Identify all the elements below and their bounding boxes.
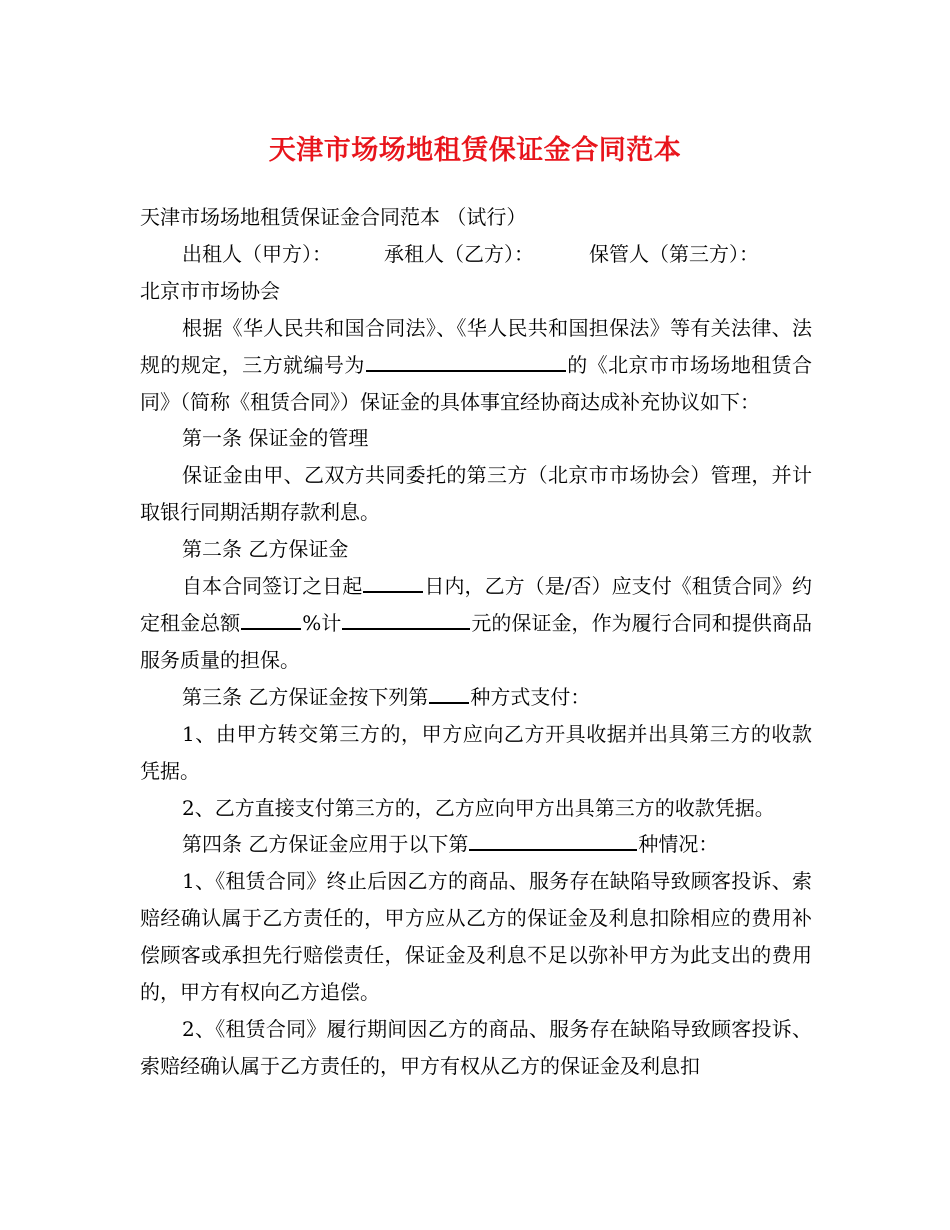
intro-text-1: 根据《华人民共和国合同法》、《华人民共和国担保法》等有关法律、法规的规定，三方就编号为 xyxy=(140,315,812,377)
lessor-label: 出租人（甲方）： xyxy=(182,241,332,266)
article3-item2: 2、乙方直接支付第三方的，乙方应向甲方出具第三方的收款凭据。 xyxy=(182,795,775,820)
article4-heading-2: 种情况： xyxy=(638,832,719,857)
article4-item1: 1、《租赁合同》终止后因乙方的商品、服务存在缺陷导致顾客投诉、索赔经确认属于乙方责任的，甲方应从乙方的保证金及利息扣除相应的费用补偿顾客或承担先行赔偿责任，保证金及利息不足以弥补甲方为此支出的费用的，甲方有权向乙方追偿。 xyxy=(140,869,812,1005)
document-title: 天津市场场地租赁保证金合同范本 xyxy=(268,135,682,166)
custodian-name: 北京市市场协会 xyxy=(140,278,280,303)
article3-heading-2: 种方式支付： xyxy=(470,684,591,709)
article1-text: 保证金由甲、乙双方共同委托的第三方（北京市市场协会）管理，并计取银行同期活期存款利息。 xyxy=(140,463,812,525)
amount-blank[interactable] xyxy=(342,608,470,630)
case-number-blank[interactable] xyxy=(469,829,637,851)
article4-heading-1: 第四条 乙方保证金应用于以下第 xyxy=(182,832,469,857)
lessee-label: 承租人（乙方）： xyxy=(384,241,534,266)
article1-heading: 第一条 保证金的管理 xyxy=(182,426,369,451)
document-subtitle: 天津市场场地租赁保证金合同范本 （试行） xyxy=(140,205,527,229)
article2-heading: 第二条 乙方保证金 xyxy=(182,537,349,562)
article3-item1: 1、由甲方转交第三方的，甲方应向乙方开具收据并出具第三方的收款凭据。 xyxy=(140,721,812,783)
contract-number-blank[interactable] xyxy=(366,350,566,372)
article2-text xyxy=(140,568,812,679)
article2-text-4: 元的保证金，作为履行合同和提供商品服务质量的担保。 xyxy=(140,610,813,672)
parties-line xyxy=(140,236,812,273)
percent-blank[interactable] xyxy=(241,608,301,630)
article2-text-3: %计 xyxy=(302,610,342,635)
days-blank[interactable] xyxy=(363,571,423,593)
article4-heading xyxy=(140,826,812,863)
custodian-label: 保管人（第三方）： xyxy=(589,241,759,266)
article4-item2: 2、《租赁合同》履行期间因乙方的商品、服务存在缺陷导致顾客投诉、索赔经确认属于乙方责任的，甲方有权从乙方的保证金及利息扣 xyxy=(140,1016,812,1078)
article3-heading xyxy=(140,679,812,716)
payment-method-blank[interactable] xyxy=(429,682,469,704)
intro-text-2: 的《北京市市场场地租赁合同》（简称《租赁合同》）保证金的具体事宜经协商达成补充协议如下： xyxy=(140,352,813,414)
document-body xyxy=(140,199,812,1085)
article3-heading-1: 第三条 乙方保证金按下列第 xyxy=(182,684,429,709)
intro-paragraph xyxy=(140,310,812,421)
article2-text-2: 日内，乙方（是/否）应支付《租赁合同》约定租金总额 xyxy=(140,574,812,635)
article2-text-1: 自本合同签订之日起 xyxy=(182,574,363,599)
